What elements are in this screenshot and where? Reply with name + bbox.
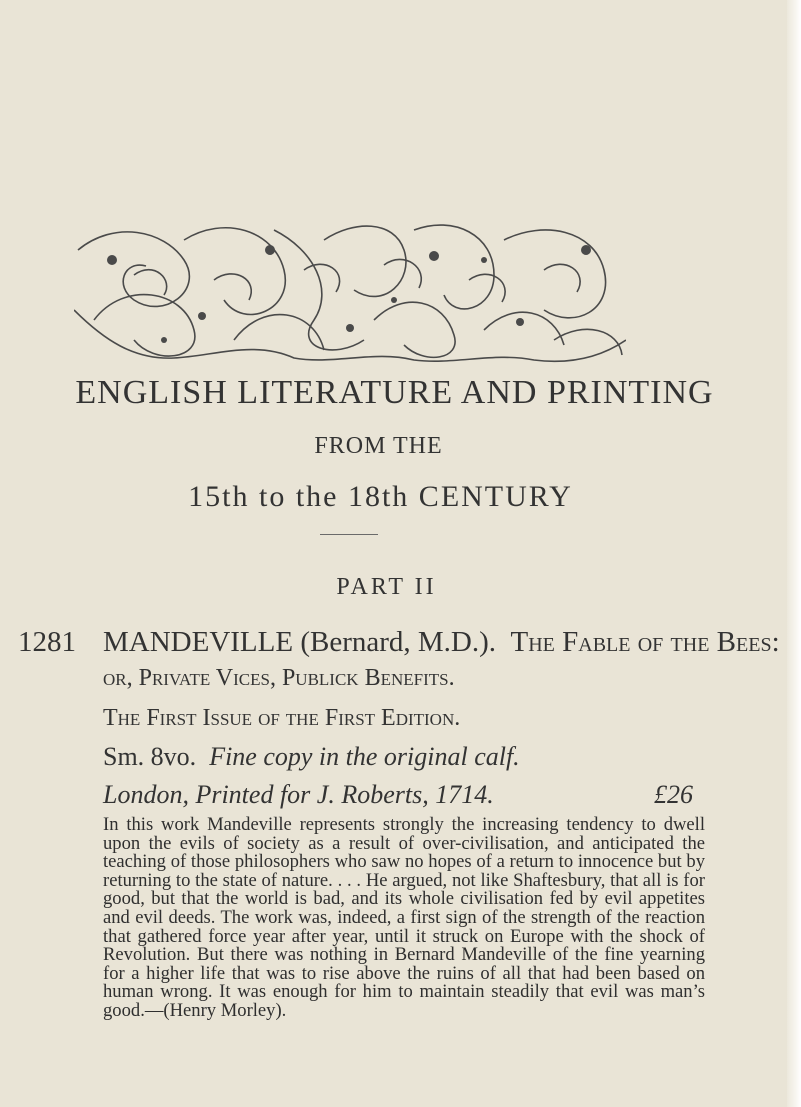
entry-title-b: or, Private Vices, Publick Benefits. (103, 665, 455, 691)
entry-title-a: The Fable of the Bees: (510, 626, 780, 658)
lot-number: 1281 (18, 626, 76, 658)
catalogue-title: ENGLISH LITERATURE AND PRINTING (75, 374, 714, 411)
catalogue-subtitle-century: 15th to the 18th CENTURY (188, 480, 573, 513)
part-heading: PART II (336, 574, 437, 600)
entry-author-line (103, 626, 780, 659)
entry-description: In this work Mandeville represents strongly the increasing tendency to dwell upon the evils of society as a result of over-civilisation, and anticipated the teaching of those philosophers who saw no hopes of a return to innocence but by returning to the state of nature. . . . He argued, not like Shaftesbury, that all is for good, but that the world is bad, and its whole civilisation fed by evil appetites and evil deeds. The work was, indeed, a first sign of the strength of the reaction that gathered force year after year, until it struck on Europe with the shock of Revolution. But there was nothing in Bernard Mandeville of the fine yearning for a higher life that was to rise above the ruins of all that had been based on human wrong. It was enough for him to maintain steadily that evil was man’s good.—(Henry Morley). (103, 814, 705, 1021)
entry-author: MANDEVILLE (Bernard, M.D.). (103, 626, 497, 658)
entry-format-line (103, 742, 520, 772)
entry-imprint: London, Printed for J. Roberts, 1714. (103, 780, 494, 809)
divider-rule (320, 534, 378, 535)
entry-edition: The First Issue of the First Edition. (103, 705, 461, 731)
entry-price: £26 (654, 780, 693, 809)
entry-format: Sm. 8vo. (103, 742, 197, 771)
page-edge (787, 0, 801, 1107)
decorative-ornament-illustration (74, 220, 626, 365)
catalogue-subtitle-from: FROM THE (314, 433, 443, 459)
entry-condition: Fine copy in the original calf. (209, 742, 520, 771)
